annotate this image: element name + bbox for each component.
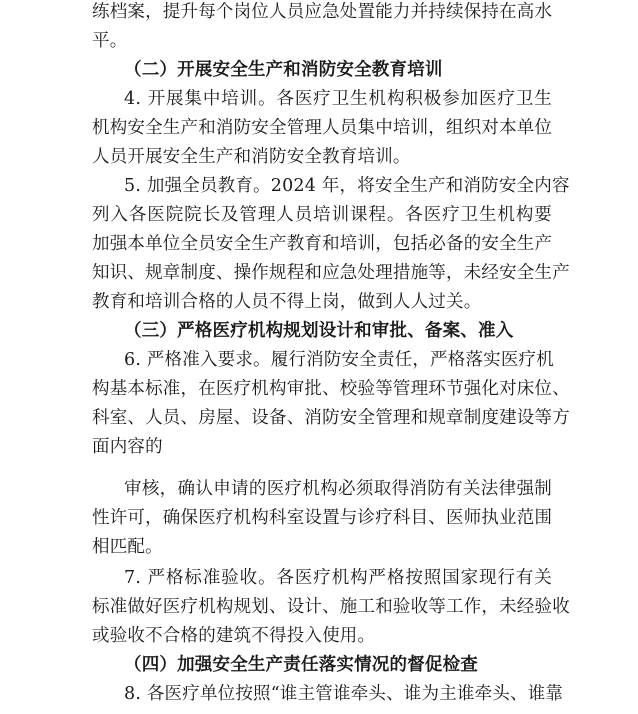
text-line: 面内容的 [92,437,163,457]
text-line: 8. 各医疗单位按照“谁主管谁牵头、谁为主谁牵头、谁靠 [124,684,564,704]
text-line: 练档案，提升每个岗位人员应急处置能力并持续保持在高水 [92,2,553,22]
text-line: 加强本单位全员安全生产教育和培训，包括必备的安全生产 [92,234,553,254]
text-line: 性许可，确保医疗机构科室设置与诊疗科目、医师执业范围 [92,508,553,528]
text-line: 或验收不合格的建筑不得投入使用。 [92,626,376,646]
text-line: 列入各医院院长及管理人员培训课程。各医疗卫生机构要 [92,205,552,225]
text-line: 标准做好医疗机构规划、设计、施工和验收等工作，未经验收 [92,597,570,617]
text-line: 审核，确认申请的医疗机构必须取得消防有关法律强制 [124,479,552,499]
text-line: 教育和培训合格的人员不得上岗，做到人人过关。 [92,292,482,312]
text-line: 构基本标准，在医疗机构审批、校验等管理环节强化对床位、 [92,379,570,399]
text-line: 科室、人员、房屋、设备、消防安全管理和规章制度建设等方 [92,408,570,428]
section-heading: （二）开展安全生产和消防安全教育培训 [124,60,443,80]
text-line: 机构安全生产和消防安全管理人员集中培训，组织对本单位 [92,118,553,138]
text-line: 相匹配。 [92,537,163,557]
text-line: 4. 开展集中培训。各医疗卫生机构积极参加医疗卫生 [124,89,552,109]
text-line: 7. 严格标准验收。各医疗机构严格按照国家现行有关 [124,568,552,588]
section-heading: （三）严格医疗机构规划设计和审批、备案、准入 [124,321,514,341]
text-line: 人员开展安全生产和消防安全教育培训。 [92,147,411,167]
text-line: 平。 [92,31,128,51]
text-line: 5. 加强全员教育。2024 年，将安全生产和消防安全内容 [124,176,570,196]
text-line: 知识、规章制度、操作规程和应急处理措施等，未经安全生产 [92,263,570,283]
text-line: 6. 严格准入要求。履行消防安全责任，严格落实医疗机 [124,350,554,370]
section-heading: （四）加强安全生产责任落实情况的督促检查 [124,655,478,675]
